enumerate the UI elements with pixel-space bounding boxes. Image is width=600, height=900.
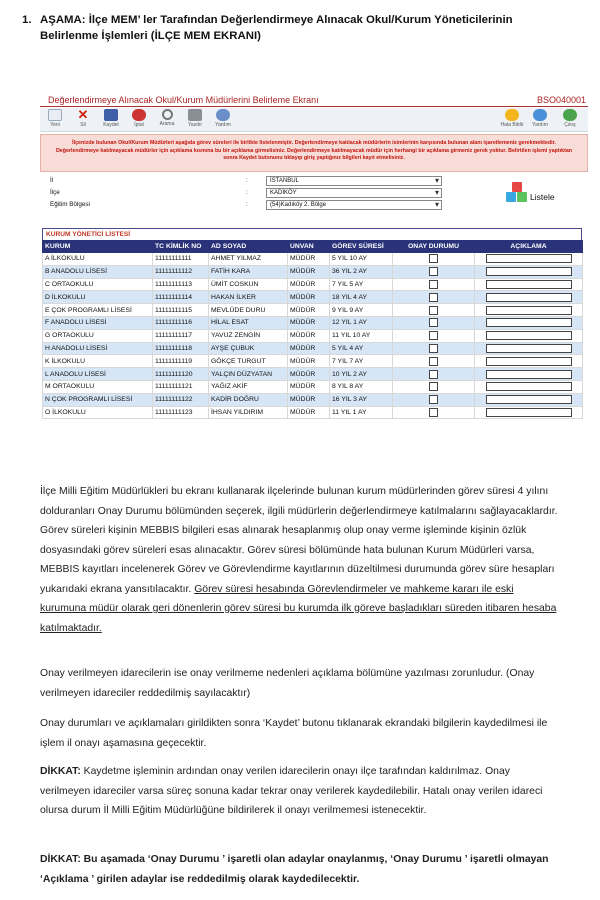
table-row — [43, 278, 583, 291]
error-report-button[interactable]: Hata Bildir — [498, 109, 526, 128]
cell-aciklama — [475, 278, 583, 291]
heading-line-1: AŞAMA: İlçe MEM’ ler Tarafından Değerlendirmeye Alınacak Okul/Kurum Yöneticilerinin — [40, 14, 513, 26]
bolge-label: Eğitim Bölgesi — [50, 201, 90, 208]
paragraph-1-underlined: Görev süresi hesabında Görevlendirmeler ve mahkeme kararı ile eski kurumuna müdür olarak geri dönenlerin görev süresi bu kurumda ilk göreve başladıkları süreden itibaren hesaba katılmaktadır. — [40, 583, 557, 634]
cell-kurum: B ANADOLU LİSESİ — [43, 265, 153, 278]
exit-icon — [563, 109, 577, 121]
paragraph-2: Onay verilmeyen idarecilerin ise onay verilmeme nedenleri açıklama bölümüne yazılması zorunludur. (Onay verilmeyen idareciler reddedilmiş sayılacaktır) — [40, 668, 535, 699]
cell-ad-soyad: HİLAL ESAT — [209, 316, 288, 329]
cell-gorev-suresi: 5 YIL 10 AY — [330, 253, 393, 266]
cell-tc: 11111111115 — [153, 304, 209, 317]
cell-gorev-suresi: 7 YIL 7 AY — [330, 355, 393, 368]
paragraph-4-text: Kaydetme işleminin ardından onay verilen idarecilerin onayı ilçe tarafından kaldırılmaz. Onay verilmeyen idareciler varsa süreç sonuna kadar tekrar onay verilerek kaydedilebilir. Hatalı onay verilen idareci olursa durum İl Milli Eğitim Müdürlüğüne bildirilerek il onayı verilmemesi istenecektir. — [40, 766, 543, 816]
explanation-input[interactable] — [486, 408, 572, 417]
cell-onay-durumu — [393, 406, 475, 419]
cell-kurum: M ORTAOKULU — [43, 380, 153, 393]
cell-gorev-suresi: 11 YIL 10 AY — [330, 329, 393, 342]
approval-checkbox[interactable] — [429, 357, 438, 366]
cell-gorev-suresi: 16 YIL 3 AY — [330, 393, 393, 406]
section-number: 1. — [22, 14, 32, 26]
cell-ad-soyad: ÜMİT COSKUN — [209, 278, 288, 291]
il-label: İl — [50, 177, 54, 184]
ilce-row — [50, 188, 450, 198]
cell-kurum: A İLKOKULU — [43, 253, 153, 266]
table-row — [43, 368, 583, 381]
cell-unvan: MÜDÜR — [288, 380, 330, 393]
paragraph-3: Onay durumları ve açıklamaları girildikten sonra ‘Kaydet’ butonu tıklanarak ekrandaki bilgilerin kaydedilmesi ile işlem il onayı aşamasına geçecektir. — [40, 718, 548, 749]
cell-unvan: MÜDÜR — [288, 316, 330, 329]
table-title: KURUM YÖNETİCİ LİSTESİ — [42, 228, 582, 240]
cell-tc: 11111111119 — [153, 355, 209, 368]
cell-ad-soyad: HAKAN İLKER — [209, 291, 288, 304]
explanation-input[interactable] — [486, 318, 572, 327]
ilce-colon: : — [246, 189, 248, 196]
cell-onay-durumu — [393, 316, 475, 329]
table-row — [43, 406, 583, 419]
table-row — [43, 253, 583, 266]
cell-onay-durumu — [393, 342, 475, 355]
il-colon: : — [246, 177, 248, 184]
cell-kurum: L ANADOLU LİSESİ — [43, 368, 153, 381]
cell-gorev-suresi: 9 YIL 9 AY — [330, 304, 393, 317]
cell-kurum: H ANADOLU LİSESİ — [43, 342, 153, 355]
approval-checkbox[interactable] — [429, 293, 438, 302]
approval-checkbox[interactable] — [429, 395, 438, 404]
header-onay-durumu: ONAY DURUMU — [393, 241, 475, 253]
list-button-label: Listele — [530, 192, 555, 202]
table-row — [43, 380, 583, 393]
bolge-select[interactable]: (54)Kadıköy 2. Bölge ▾ — [266, 200, 442, 210]
exit-button[interactable]: Çıkış — [556, 109, 584, 128]
cell-onay-durumu — [393, 291, 475, 304]
cell-aciklama — [475, 253, 583, 266]
approval-checkbox[interactable] — [429, 306, 438, 315]
cell-unvan: MÜDÜR — [288, 342, 330, 355]
warning-label: DİKKAT: — [40, 766, 81, 777]
cell-gorev-suresi: 5 YIL 4 AY — [330, 342, 393, 355]
cell-onay-durumu — [393, 265, 475, 278]
cell-aciklama — [475, 316, 583, 329]
ilce-select[interactable]: KADIKÖY ▾ — [266, 188, 442, 198]
cell-ad-soyad: AYŞE ÇUBUK — [209, 342, 288, 355]
cell-tc: 11111111111 — [153, 253, 209, 266]
cell-tc: 11111111121 — [153, 380, 209, 393]
approval-checkbox[interactable] — [429, 370, 438, 379]
cell-tc: 11111111120 — [153, 368, 209, 381]
cell-tc: 11111111112 — [153, 265, 209, 278]
toolbar — [40, 108, 588, 132]
approval-checkbox[interactable] — [429, 344, 438, 353]
cell-tc: 11111111117 — [153, 329, 209, 342]
cell-onay-durumu — [393, 304, 475, 317]
cell-ad-soyad: İHSAN YILDIRIM — [209, 406, 288, 419]
notice-box: İlçenizde bulunan Okul/Kurum Müdürleri aşağıda görev süreleri ile birlikte listelenmiştir. Değerlendirmeye katılacak müdürlerin isimlerinin karşısında bulunan alanı işaretlemeniz gerekmektedir. Değerlendirmeye katılmayacak müdürler için açıklama kısmına bu bir açıklama girmelisiniz. Değerlendirmeye katılmayacak müdür için herhangi bir açıklama girmeniz gerek yoktur. Belirtilen işlemi yaptıktan sonra Kaydet butonunu tıklayıp giriş yaptığınız bilgileri kayıt etmelisiniz. — [40, 134, 588, 172]
cell-tc: 11111111116 — [153, 316, 209, 329]
table-row — [43, 329, 583, 342]
new-button[interactable]: Yeni — [42, 109, 68, 128]
approval-checkbox[interactable] — [429, 382, 438, 391]
filter-form — [40, 176, 588, 224]
cell-gorev-suresi: 36 YIL 2 AY — [330, 265, 393, 278]
approval-checkbox[interactable] — [429, 331, 438, 340]
explanation-input[interactable] — [486, 357, 572, 366]
print-button[interactable]: Yazdır — [182, 109, 208, 128]
cancel-button[interactable]: İptal — [126, 109, 152, 128]
cell-unvan: MÜDÜR — [288, 329, 330, 342]
cell-ad-soyad: MEVLÜDE DURU — [209, 304, 288, 317]
approval-checkbox[interactable] — [429, 280, 438, 289]
cell-onay-durumu — [393, 278, 475, 291]
cell-tc: 11111111123 — [153, 406, 209, 419]
cell-gorev-suresi: 10 YIL 2 AY — [330, 368, 393, 381]
cell-aciklama — [475, 265, 583, 278]
header-aciklama: AÇIKLAMA — [475, 241, 583, 253]
table-row — [43, 291, 583, 304]
cell-ad-soyad: YALÇIN DÜZYATAN — [209, 368, 288, 381]
paragraph-5: DİKKAT: Bu aşamada ‘Onay Durumu ’ işaretli olan adaylar onaylanmış, ‘Onay Durumu ’ işaretli olmayan ‘Açıklama ’ girilen adaylar ise reddedilmiş olarak kaydedilecektir. — [40, 854, 549, 885]
explanation-input[interactable] — [486, 331, 572, 340]
cell-kurum: C ORTAOKULU — [43, 278, 153, 291]
cell-onay-durumu — [393, 393, 475, 406]
cell-kurum: N ÇOK PROGRAMLI LİSESİ — [43, 393, 153, 406]
section-heading — [22, 12, 582, 44]
explanation-input[interactable] — [486, 280, 572, 289]
delete-icon: ✕ — [77, 107, 89, 122]
cell-onay-durumu — [393, 380, 475, 393]
new-icon — [48, 109, 62, 121]
cell-unvan: MÜDÜR — [288, 406, 330, 419]
cell-ad-soyad: AHMET YILMAZ — [209, 253, 288, 266]
cell-ad-soyad: YAĞIZ AKİF — [209, 380, 288, 393]
explanation-input[interactable] — [486, 267, 572, 276]
header-gorev-suresi: GÖREV SÜRESİ — [330, 241, 393, 253]
cell-tc: 11111111122 — [153, 393, 209, 406]
cube-icon — [506, 182, 528, 206]
cell-aciklama — [475, 329, 583, 342]
cell-aciklama — [475, 368, 583, 381]
cell-aciklama — [475, 393, 583, 406]
cell-onay-durumu — [393, 368, 475, 381]
cell-tc: 11111111114 — [153, 291, 209, 304]
help-icon — [216, 109, 230, 121]
il-row — [50, 176, 450, 186]
cell-gorev-suresi: 7 YIL 5 AY — [330, 278, 393, 291]
table-row — [43, 355, 583, 368]
cell-gorev-suresi: 11 YIL 1 AY — [330, 406, 393, 419]
header-kurum: KURUM — [43, 241, 153, 253]
save-button[interactable]: Kaydet — [98, 109, 124, 128]
cell-unvan: MÜDÜR — [288, 265, 330, 278]
cell-gorev-suresi: 18 YIL 4 AY — [330, 291, 393, 304]
header-unvan: UNVAN — [288, 241, 330, 253]
approval-checkbox[interactable] — [429, 267, 438, 276]
cell-ad-soyad: FATİH KARA — [209, 265, 288, 278]
cell-unvan: MÜDÜR — [288, 368, 330, 381]
explanation-input[interactable] — [486, 395, 572, 404]
bolge-colon: : — [246, 201, 248, 208]
cell-kurum: K İLKOKULU — [43, 355, 153, 368]
printer-icon — [188, 109, 202, 121]
cell-onay-durumu — [393, 329, 475, 342]
explanation-input[interactable] — [486, 306, 572, 315]
table-row — [43, 316, 583, 329]
cell-unvan: MÜDÜR — [288, 253, 330, 266]
paragraph-1 — [40, 482, 560, 638]
explanation-input[interactable] — [486, 382, 572, 391]
cell-tc: 11111111113 — [153, 278, 209, 291]
cell-aciklama — [475, 406, 583, 419]
cell-gorev-suresi: 8 YIL 8 AY — [330, 380, 393, 393]
cell-unvan: MÜDÜR — [288, 304, 330, 317]
cell-kurum: D İLKOKULU — [43, 291, 153, 304]
explanation-input[interactable] — [486, 293, 572, 302]
cell-onay-durumu — [393, 253, 475, 266]
cancel-icon — [132, 109, 146, 121]
search-button[interactable]: Arama — [154, 109, 180, 127]
cell-unvan: MÜDÜR — [288, 278, 330, 291]
ilce-label: İlçe — [50, 189, 60, 196]
cell-unvan: MÜDÜR — [288, 291, 330, 304]
heading-line-2: Belirlenme İşlemleri (İLÇE MEM EKRANI) — [40, 30, 261, 42]
cell-kurum: G ORTAOKULU — [43, 329, 153, 342]
warning-icon — [505, 109, 519, 121]
cell-unvan: MÜDÜR — [288, 355, 330, 368]
cell-ad-soyad: YAVUZ ZENGİN — [209, 329, 288, 342]
table-row — [43, 393, 583, 406]
table-row — [43, 304, 583, 317]
approval-checkbox[interactable] — [429, 254, 438, 263]
explanation-input[interactable] — [486, 254, 572, 263]
cell-aciklama — [475, 380, 583, 393]
cell-onay-durumu — [393, 355, 475, 368]
manager-table-panel — [42, 228, 582, 419]
cell-ad-soyad: KADİR DOĞRU — [209, 393, 288, 406]
table-header-row — [43, 241, 583, 253]
cell-gorev-suresi: 12 YIL 1 AY — [330, 316, 393, 329]
explanation-input[interactable] — [486, 344, 572, 353]
cell-kurum: E ÇOK PROGRAMLI LİSESİ — [43, 304, 153, 317]
explanation-input[interactable] — [486, 370, 572, 379]
list-button[interactable] — [502, 182, 566, 212]
screen-code: BSO040001 — [536, 95, 586, 105]
save-icon — [104, 109, 118, 121]
il-select[interactable]: İSTANBUL ▾ — [266, 176, 442, 186]
cell-aciklama — [475, 304, 583, 317]
manager-table — [42, 240, 583, 419]
cell-aciklama — [475, 355, 583, 368]
help2-button[interactable]: Yardım — [526, 109, 554, 128]
header-ad-soyad: AD SOYAD — [209, 241, 288, 253]
screen-title: Değerlendirmeye Alınacak Okul/Kurum Müdürlerini Belirleme Ekranı — [48, 95, 319, 105]
cell-aciklama — [475, 342, 583, 355]
cell-kurum: O İLKOKULU — [43, 406, 153, 419]
cell-kurum: F ANADOLU LİSESİ — [43, 316, 153, 329]
delete-button[interactable]: ✕ Sil — [77, 107, 89, 128]
table-row — [43, 265, 583, 278]
header-tc: TC KİMLİK NO — [153, 241, 209, 253]
table-row — [43, 342, 583, 355]
cell-unvan: MÜDÜR — [288, 393, 330, 406]
paragraph-4 — [40, 762, 560, 821]
paragraph-1-text: İlçe Milli Eğitim Müdürlükleri bu ekranı kullanarak ilçelerinde bulunan kurum müdürlerinden görev süresi 4 yılını dolduranları Onay Durumu bölümünden seçerek, ilgili müdürlerin değerlendirmeye katılmalarını sağlayacaklardır. Görev süreleri kişinin MEBBIS bilgileri esas alınarak hesaplanmış olup onay verme işleminde kişinin özlük dosyasındaki görev süreleri esas alınacaktır. Görev süresi bölümünde hata bulunan Kurum Müdürleri varsa, MEBBIS kayıtları incelenerek Görev ve Görevlendirme kayıtlarının düzeltilmesi durumunda görev süre hesapları yukarıdaki ekrana yansıtılacaktır. — [40, 486, 558, 595]
screen-titlebar — [40, 92, 588, 107]
approval-checkbox[interactable] — [429, 408, 438, 417]
help-icon — [533, 109, 547, 121]
help-button[interactable]: Yardım — [210, 109, 236, 128]
approval-checkbox[interactable] — [429, 318, 438, 327]
bolge-row — [50, 200, 450, 210]
cell-ad-soyad: GÖKÇE TURGUT — [209, 355, 288, 368]
cell-tc: 11111111118 — [153, 342, 209, 355]
search-icon — [162, 109, 173, 120]
cell-aciklama — [475, 291, 583, 304]
